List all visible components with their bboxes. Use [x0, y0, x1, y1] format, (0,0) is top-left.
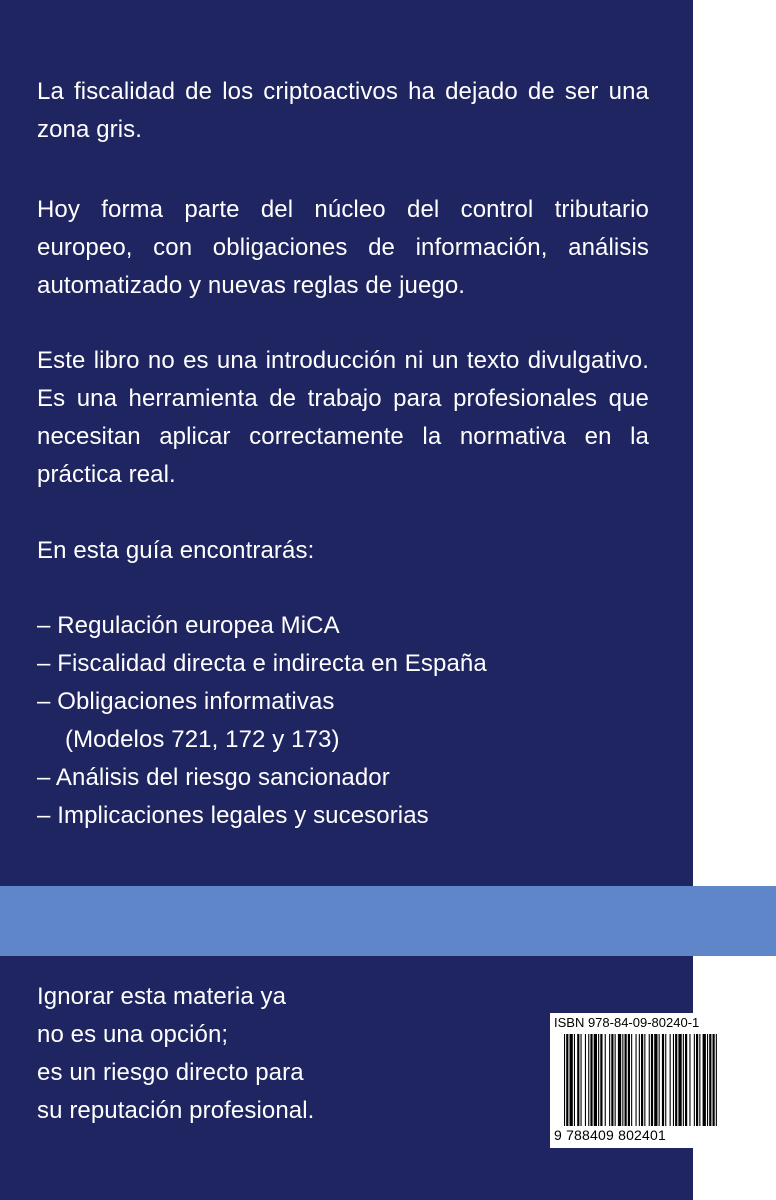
barcode-stripe — [574, 1034, 575, 1126]
barcode-stripe — [649, 1034, 650, 1126]
barcode-stripe — [703, 1034, 706, 1126]
description-paragraph: Este libro no es una introducción ni un texto divulgativo. Es una herramienta de trabajo para profesionales que necesitan aplicar correctamente la normativa en la práctica real. — [37, 347, 649, 488]
barcode-stripe — [588, 1034, 589, 1126]
barcode-stripe — [564, 1034, 565, 1126]
list-item: – Análisis del riesgo sancionador — [37, 764, 390, 791]
list-item: – Implicaciones legales y sucesorias — [37, 802, 429, 829]
barcode-stripe — [570, 1034, 573, 1126]
isbn-barcode — [550, 1013, 726, 1148]
barcode-stripe — [590, 1034, 592, 1126]
closing-line: no es una opción; — [37, 1021, 229, 1048]
list-item: – Obligaciones informativas — [37, 688, 335, 715]
barcode-stripe — [651, 1034, 653, 1126]
barcode-stripe — [605, 1034, 606, 1126]
barcode-stripe — [678, 1034, 681, 1126]
barcode-bars — [564, 1034, 720, 1126]
barcode-stripe — [594, 1034, 597, 1126]
barcode-stripe — [628, 1034, 630, 1126]
barcode-stripe — [618, 1034, 621, 1126]
barcode-stripe — [713, 1034, 715, 1126]
barcode-stripe — [644, 1034, 645, 1126]
barcode-stripe — [636, 1034, 637, 1126]
barcode-stripe — [709, 1034, 711, 1126]
barcode-stripe — [581, 1034, 582, 1126]
barcode-stripe — [699, 1034, 700, 1126]
barcode-stripe — [683, 1034, 684, 1126]
barcode-stripe — [696, 1034, 698, 1126]
context-paragraph: Hoy forma parte del núcleo del control tributario europeo, con obligaciones de información, análisis automatizado y nuevas reglas de juego. — [37, 196, 649, 299]
barcode-stripe — [631, 1034, 632, 1126]
barcode-stripe — [707, 1034, 708, 1126]
isbn-label: ISBN 978-84-09-80240-1 — [554, 1015, 700, 1030]
barcode-stripe — [611, 1034, 613, 1126]
barcode-stripe — [639, 1034, 640, 1126]
list-heading: En esta guía encontrarás: — [37, 537, 315, 564]
closing-line: es un riesgo directo para — [37, 1059, 304, 1086]
contents-list — [37, 607, 649, 835]
closing-statement — [37, 978, 397, 1130]
barcode-stripe — [659, 1034, 660, 1126]
barcode-stripe — [641, 1034, 643, 1126]
barcode-stripe — [609, 1034, 610, 1126]
barcode-stripe — [694, 1034, 695, 1126]
barcode-stripe — [566, 1034, 568, 1126]
list-item: (Modelos 721, 172 y 173) — [65, 726, 340, 753]
accent-band — [0, 886, 776, 956]
barcode-stripe — [689, 1034, 690, 1126]
barcode-stripe — [662, 1034, 664, 1126]
barcode-stripe — [675, 1034, 677, 1126]
barcode-stripe — [654, 1034, 657, 1126]
intro-paragraph: La fiscalidad de los criptoactivos ha dejado de ser una zona gris. — [37, 78, 649, 143]
closing-line: Ignorar esta materia ya — [37, 983, 287, 1010]
barcode-stripe — [615, 1034, 616, 1126]
barcode-stripe — [625, 1034, 627, 1126]
barcode-stripe — [670, 1034, 671, 1126]
barcode-stripe — [673, 1034, 674, 1126]
closing-line: su reputación profesional. — [37, 1097, 315, 1124]
barcode-stripe — [577, 1034, 579, 1126]
list-item: – Regulación europea MiCA — [37, 612, 340, 639]
barcode-stripe — [665, 1034, 666, 1126]
barcode-stripe — [600, 1034, 602, 1126]
list-item: – Fiscalidad directa e indirecta en España — [37, 650, 487, 677]
barcode-stripe — [598, 1034, 599, 1126]
barcode-stripe — [585, 1034, 586, 1126]
barcode-stripe — [716, 1034, 717, 1126]
barcode-stripe — [685, 1034, 687, 1126]
barcode-stripe — [622, 1034, 623, 1126]
barcode-digits: 9 788409 802401 — [554, 1127, 666, 1143]
